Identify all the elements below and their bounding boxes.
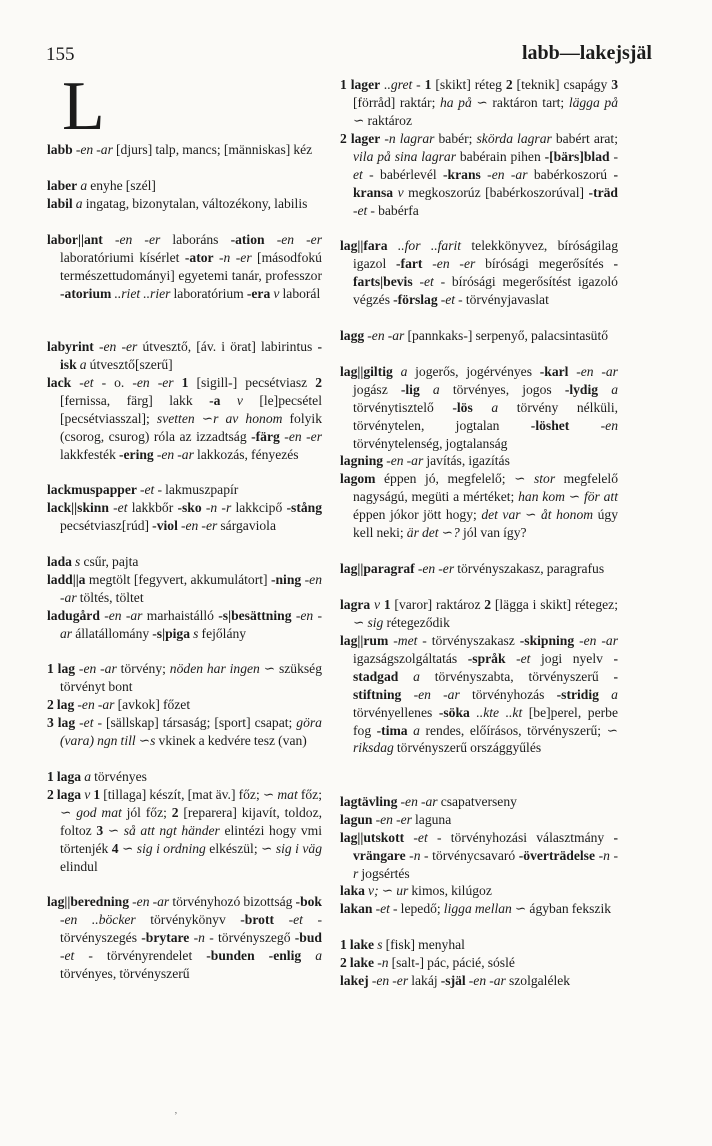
- dictionary-entry: 2 lag -en -ar [avkok] főzet: [47, 697, 191, 712]
- dictionary-entry: laber a enyhe [szél]: [47, 178, 156, 193]
- dictionary-entry: lagra v 1 [varor] raktároz 2 [lägga i skikt] rétegez; ∽ sig rétegeződik: [340, 597, 618, 630]
- dictionary-entry: 1 lager ..gret - 1 [skikt] réteg 2 [teknik] csapágy 3 [förråd] raktár; ha på ∽ raktáron tart; lägga på ∽ raktároz: [340, 77, 618, 128]
- dictionary-entry: ladd||a megtölt [fegyvert, akkumulátort] -ning -en -ar töltés, töltet: [47, 572, 322, 605]
- dictionary-entry: 1 laga a törvényes: [47, 769, 147, 784]
- dictionary-entry: lag||utskott -et - törvényhozási választmány -vrängare -n - törvénycsavaró -överträdelse -n -r jogsértés: [340, 830, 618, 881]
- dictionary-entry: lackmuspapper -et - lakmuszpapír: [47, 482, 239, 497]
- section-letter: L: [62, 68, 105, 145]
- dictionary-entry: lag||rum -met - törvényszakasz -skipning -en -ar igazságszolgáltatás -språk -et jogi nyelv -stadgad a törvényszabta, törvényszerű -stiftning -en -ar törvényhozás -stridig a törvényellenes -söka ..kte ..kt [be]perel, perbe fog -tima a rendes, előírásos, törvényszerű; ∽ riksdag törvényszerű országgyűlés: [340, 633, 619, 756]
- page-mark: ’: [174, 1110, 178, 1122]
- dictionary-entry: lagom éppen jó, megfelelő; ∽ stor megfelelő nagyságú, megüti a mértéket; han kom ∽ för att éppen jókor jött hogy; det var ∽ åt honom úgy kell neki; är det ∽? jól van így?: [340, 471, 618, 540]
- dictionary-entry: laka v; ∽ ur kimos, kilúgoz: [340, 883, 492, 898]
- dictionary-entry: labb -en -ar [djurs] talp, mancs; [människas] kéz: [47, 142, 313, 157]
- dictionary-entry: lagtävling -en -ar csapatverseny: [340, 794, 517, 809]
- dictionary-entry: lag||paragraf -en -er törvényszakasz, paragrafus: [340, 561, 605, 576]
- dictionary-entry: 2 lake -n [salt-] pác, pácié, sóslé: [340, 955, 515, 970]
- dictionary-entry: lag||beredning -en -ar törvényhozó bizottság -bok -en ..böcker törvénykönyv -brott -et - törvényszegés -brytare -n - törvényszegő -bud -et - törvényrendelet -bunden -enlig a törvényes, törvényszerű: [47, 894, 322, 981]
- dictionary-entry: ladugård -en -ar marhaistálló -s|besättning -en -ar állatállomány -s|piga s fejőlány: [47, 608, 322, 641]
- dictionary-entry: lack||skinn -et lakkbőr -sko -n -r lakkcipő -stång pecsétviasz[rúd] -viol -en -er sárgaviola: [47, 500, 322, 533]
- dictionary-entry: lada s csűr, pajta: [47, 554, 139, 569]
- page-number: 155: [46, 44, 75, 65]
- dictionary-entry: lag||giltig a jogerős, jogérvényes -karl -en -ar jogász -lig a törvényes, jogos -lydig a törvénytisztelő -lös a törvény nélküli, törvénytelen, jogtalan -löshet -en törvénytelenség, jogtalanság: [340, 364, 618, 451]
- dictionary-entry: lakej -en -er lakáj -själ -en -ar szolgalélek: [340, 973, 571, 988]
- dictionary-entry: 3 lag -et - [sällskap] társaság; [sport] csapat; göra (vara) ngn till ∽s vkinek a kedvére tesz (van): [47, 715, 322, 748]
- dictionary-entry: lack -et - o. -en -er 1 [sigill-] pecsétviasz 2 [fernissa, färg] lakk -a v [le]pecsétel [pecsétviasszal]; svetten ∽r av honom folyik (csorog, csurog) róla az izzadtság -färg -en -er lakkfesték -ering -en -ar lakkozás, fényezés: [47, 375, 322, 462]
- dictionary-entry: lagun -en -er laguna: [340, 812, 452, 827]
- dictionary-entry: 2 laga v 1 [tillaga] készít, [mat äv.] főz; ∽ mat főz; ∽ god mat jól főz; 2 [reparera] kijavít, toldoz, foltoz 3 ∽ så att ngt händer elintézi hogy vmi törtenjék 4 ∽ sig i ordning elkészül; ∽ sig i väg elindul: [47, 787, 323, 874]
- dictionary-entry: lagning -en -ar javítás, igazítás: [340, 453, 510, 468]
- dictionary-entry: lag||fara ..for ..farit telekkönyvez, bíróságilag igazol -fart -en -er bírósági megerősítés -farts|bevis -et - bírósági megerősítést igazoló végzés -förslag -et - törvényjavaslat: [340, 238, 619, 307]
- dictionary-entry: lagg -en -ar [pannkaks-] serpenyő, palacsintasütő: [340, 328, 609, 343]
- dictionary-entry: lakan -et - lepedő; ligga mellan ∽ ágyban fekszik: [340, 901, 612, 916]
- dictionary-entry: 1 lag -en -ar törvény; nöden har ingen ∽ szükség törvényt bont: [47, 661, 322, 694]
- dictionary-entry: 2 lager -n lagrar babér; skörda lagrar babért arat; vila på sina lagrar babérain pihen -[bärs]blad -et - babérlevél -krans -en -ar babérkoszorú -kransa v megkoszorúz [babérkoszorúval] -träd -et - babérfa: [340, 131, 618, 218]
- dictionary-entry: labor||ant -en -er laboráns -ation -en -er laboratóriumi kísérlet -ator -n -er [másodfokú természettudományi] egyetemi tanár, professzor -atorium ..riet ..rier laboratórium -era v laborál: [47, 232, 323, 301]
- dictionary-entry: labyrint -en -er útvesztő, [áv. i örat] labirintus -isk a útvesztő[szerű]: [47, 339, 322, 372]
- running-head: labb—lakejsjäl: [521, 42, 652, 64]
- dictionary-entry: 1 lake s [fisk] menyhal: [340, 937, 465, 952]
- dictionary-entry: labil a ingatag, bizonytalan, változékony, labilis: [47, 196, 308, 211]
